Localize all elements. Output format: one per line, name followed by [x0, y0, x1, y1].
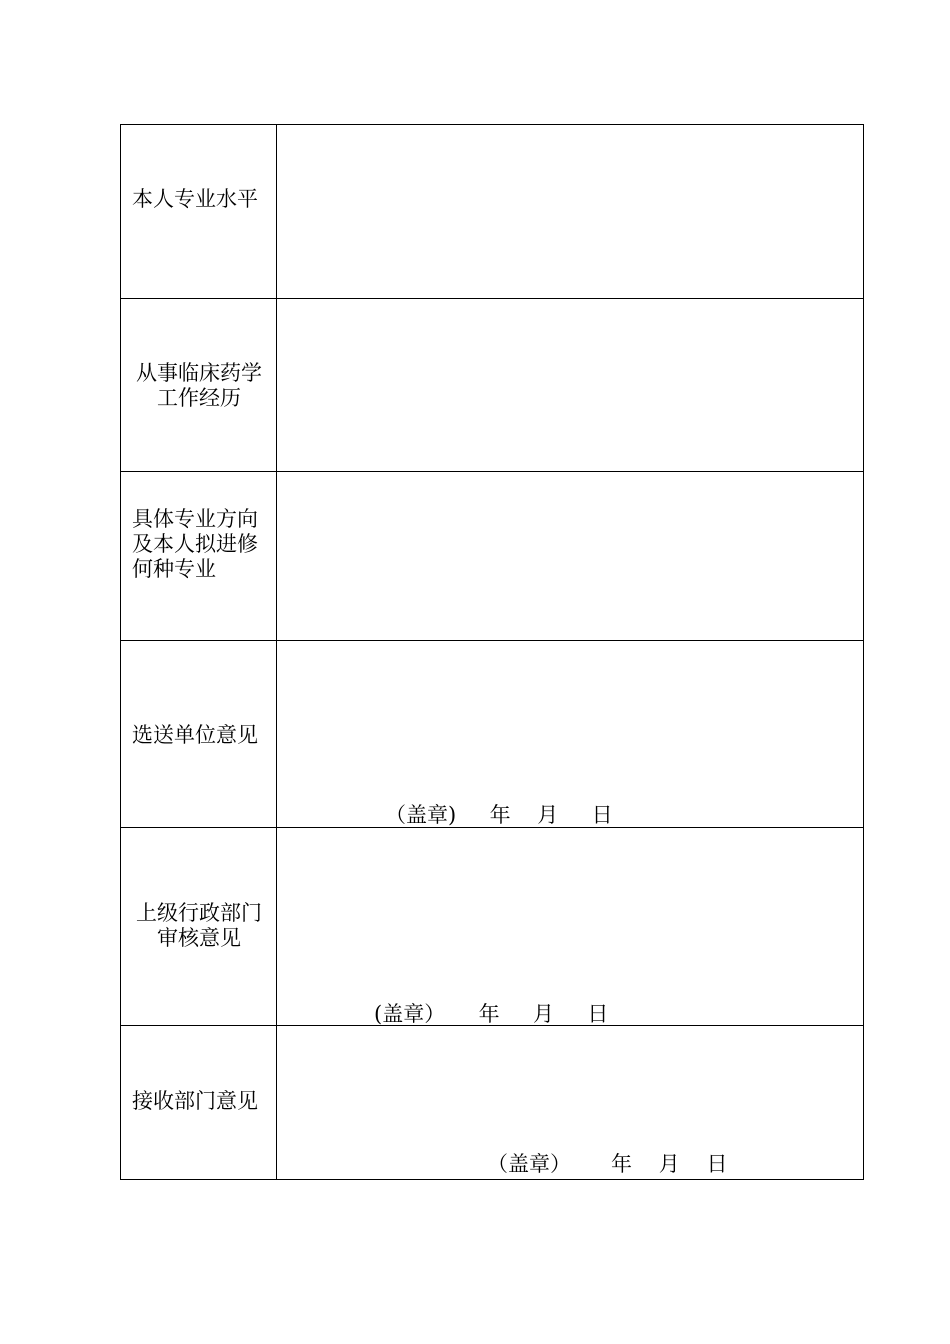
label-supervisor-review-opinion: 上级行政部门 审核意见 — [136, 901, 262, 950]
form-row-clinical-pharmacy-experience — [121, 298, 863, 472]
form-row-specialty-direction — [121, 471, 863, 641]
label-clinical-pharmacy-experience: 从事临床药学 工作经历 — [136, 361, 262, 410]
form-row-professional-level — [121, 125, 863, 299]
row-label-cell — [121, 125, 277, 299]
supervisor-review-opinion-field[interactable] — [277, 828, 863, 1026]
row-label-cell — [121, 472, 277, 641]
row-label-cell — [121, 828, 277, 1026]
seal-date-line: (盖章） 年 月 日 — [374, 1002, 609, 1026]
receiving-department-opinion-field[interactable] — [277, 1026, 863, 1179]
professional-level-field[interactable] — [277, 125, 863, 299]
row-label-cell — [121, 299, 277, 472]
label-specialty-direction: 具体专业方向 及本人拟进修 何种专业 — [132, 507, 258, 581]
form-row-sending-unit-opinion — [121, 640, 863, 828]
label-professional-level: 本人专业水平 — [132, 187, 258, 211]
label-sending-unit-opinion: 选送单位意见 — [132, 723, 258, 747]
seal-date-line: （盖章) 年 月 日 — [385, 803, 613, 827]
form-row-supervisor-review-opinion — [121, 827, 863, 1026]
sending-unit-opinion-field[interactable] — [277, 641, 863, 828]
specialty-direction-field[interactable] — [277, 472, 863, 641]
clinical-pharmacy-experience-field[interactable] — [277, 299, 863, 472]
form-row-receiving-department-opinion — [121, 1025, 863, 1179]
row-label-cell — [121, 641, 277, 828]
seal-date-line: （盖章） 年 月 日 — [487, 1152, 728, 1176]
label-receiving-department-opinion: 接收部门意见 — [132, 1089, 258, 1113]
application-form-table — [120, 124, 864, 1180]
row-label-cell — [121, 1026, 277, 1179]
